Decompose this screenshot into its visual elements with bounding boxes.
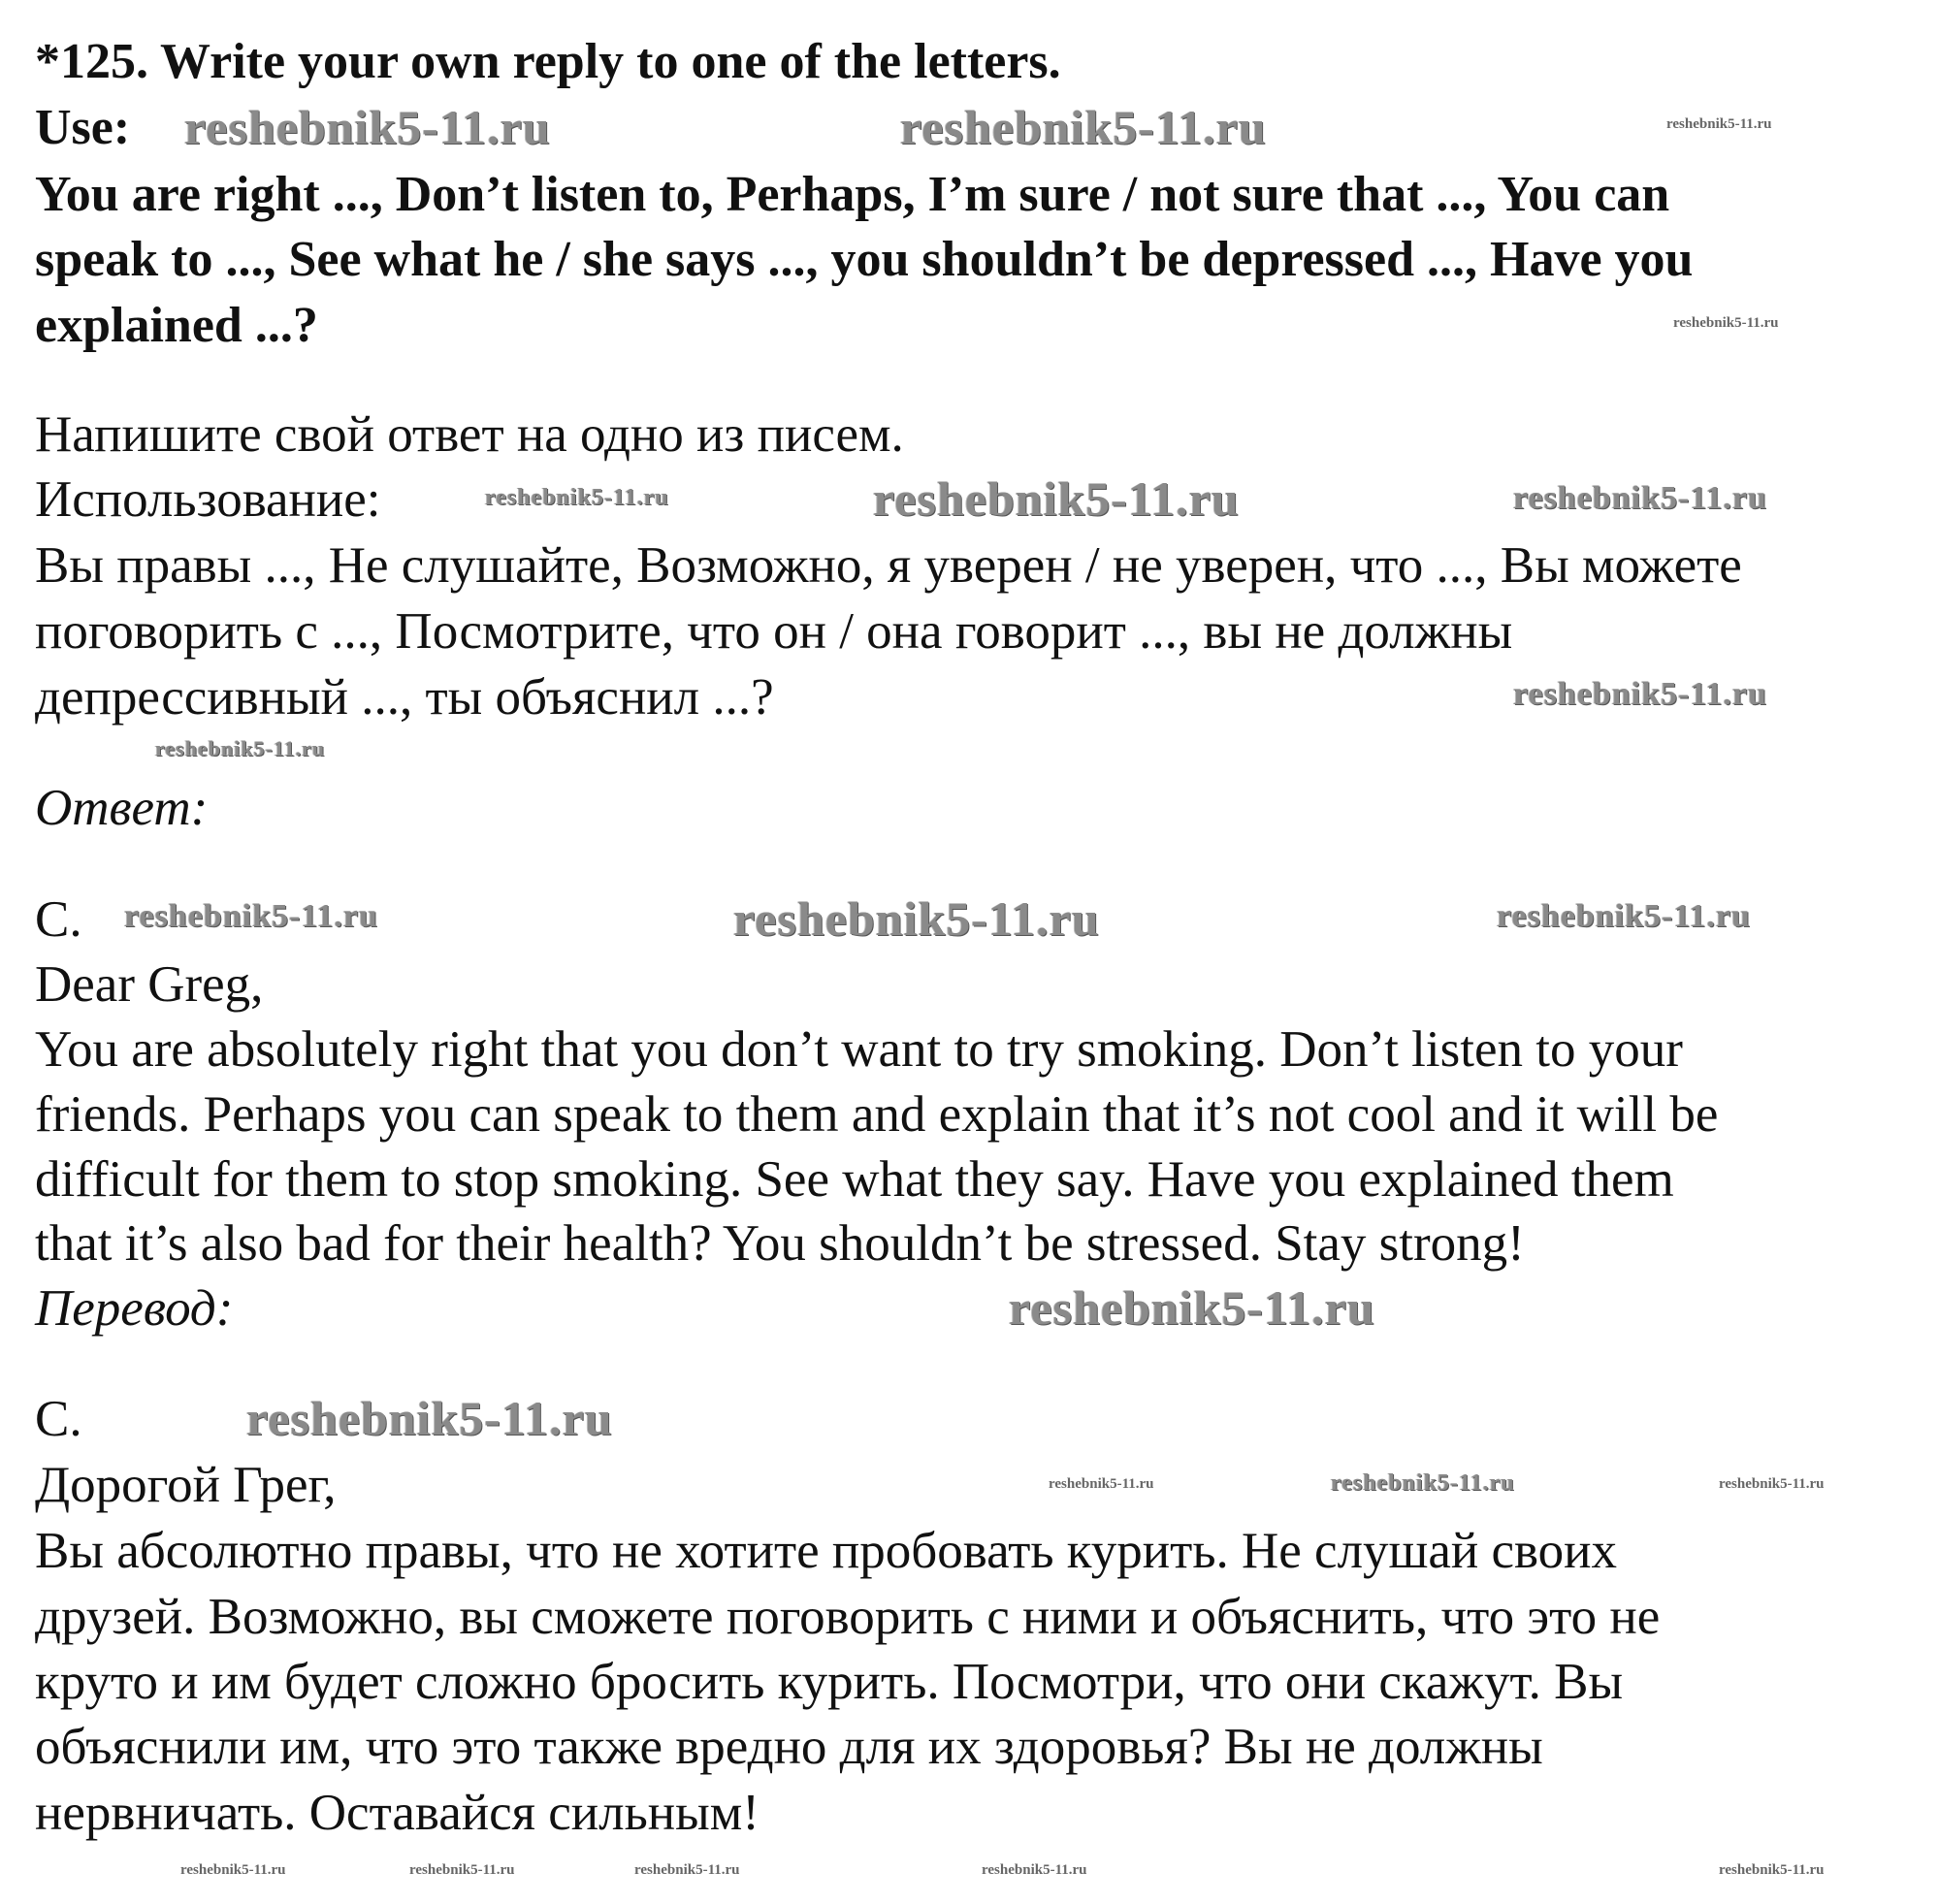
translation-body-line: круто и им будет сложно бросить курить. Посмотри, что они скажут. Вы	[35, 1654, 1624, 1710]
translation-task-line: депрессивный ..., ты объяснил ...?	[35, 669, 774, 726]
watermark: reshebnik5-11.ru	[485, 485, 669, 510]
watermark: reshebnik5-11.ru	[180, 1862, 286, 1878]
answer-label: Ответ:	[35, 780, 209, 836]
translation-task-line: Вы правы ..., Не слушайте, Возможно, я уверен / не уверен, что ..., Вы можете	[35, 537, 1742, 594]
watermark: reshebnik5-11.ru	[982, 1862, 1087, 1878]
watermark: reshebnik5-11.ru	[1497, 898, 1751, 934]
watermark: reshebnik5-11.ru	[1049, 1476, 1154, 1492]
translation-letter-mark: C.	[35, 1391, 82, 1447]
watermark: reshebnik5-11.ru	[1513, 676, 1767, 712]
watermark: reshebnik5-11.ru	[1009, 1280, 1375, 1335]
watermark: reshebnik5-11.ru	[900, 100, 1267, 154]
phrases-line: speak to ..., See what he / she says ..., you shouldn’t be depressed ..., Have you	[35, 232, 1694, 287]
answer-body-line: difficult for them to stop smoking. See what they say. Have you explained them	[35, 1151, 1674, 1208]
watermark: reshebnik5-11.ru	[1331, 1470, 1515, 1496]
translation-body-line: объяснили им, что это также вредно для их здоровья? Вы не должны	[35, 1719, 1543, 1775]
translation-greeting: Дорогой Грег,	[35, 1457, 337, 1513]
watermark: reshebnik5-11.ru	[733, 891, 1100, 946]
translation-body-line: Вы абсолютно правы, что не хотите пробовать курить. Не слушай своих	[35, 1523, 1618, 1579]
watermark: reshebnik5-11.ru	[873, 471, 1240, 526]
watermark: reshebnik5-11.ru	[1666, 116, 1772, 132]
answer-greeting: Dear Greg,	[35, 956, 264, 1013]
translation-label: Перевод:	[35, 1280, 234, 1337]
answer-letter-mark: C.	[35, 891, 82, 948]
watermark: reshebnik5-11.ru	[409, 1862, 515, 1878]
watermark: reshebnik5-11.ru	[1673, 315, 1779, 331]
watermark: reshebnik5-11.ru	[184, 100, 551, 154]
translation-task-line: Использование:	[35, 471, 381, 528]
watermark: reshebnik5-11.ru	[1719, 1476, 1825, 1492]
watermark: reshebnik5-11.ru	[1513, 480, 1767, 516]
translation-task-line: Напишите свой ответ на одно из писем.	[35, 406, 904, 463]
watermark: reshebnik5-11.ru	[124, 898, 378, 934]
phrases-line: explained ...?	[35, 298, 318, 353]
answer-body-line: You are absolutely right that you don’t want to try smoking. Don’t listen to your	[35, 1021, 1683, 1078]
translation-body-line: друзей. Возможно, вы сможете поговорить с ними и объяснить, что это не	[35, 1589, 1661, 1645]
task-title: *125. Write your own reply to one of the letters.	[35, 34, 1061, 89]
watermark: reshebnik5-11.ru	[1719, 1862, 1825, 1878]
watermark: reshebnik5-11.ru	[155, 736, 326, 760]
answer-body-line: that it’s also bad for their health? You shouldn’t be stressed. Stay strong!	[35, 1215, 1525, 1272]
watermark: reshebnik5-11.ru	[246, 1391, 613, 1445]
answer-body-line: friends. Perhaps you can speak to them and explain that it’s not cool and it will be	[35, 1086, 1719, 1143]
phrases-line: You are right ..., Don’t listen to, Perhaps, I’m sure / not sure that ..., You can	[35, 167, 1670, 222]
translation-task-line: поговорить с ..., Посмотрите, что он / она говорит ..., вы не должны	[35, 603, 1513, 660]
translation-body-line: нервничать. Оставайся сильным!	[35, 1785, 759, 1841]
use-label: Use:	[35, 100, 131, 155]
watermark: reshebnik5-11.ru	[634, 1862, 740, 1878]
